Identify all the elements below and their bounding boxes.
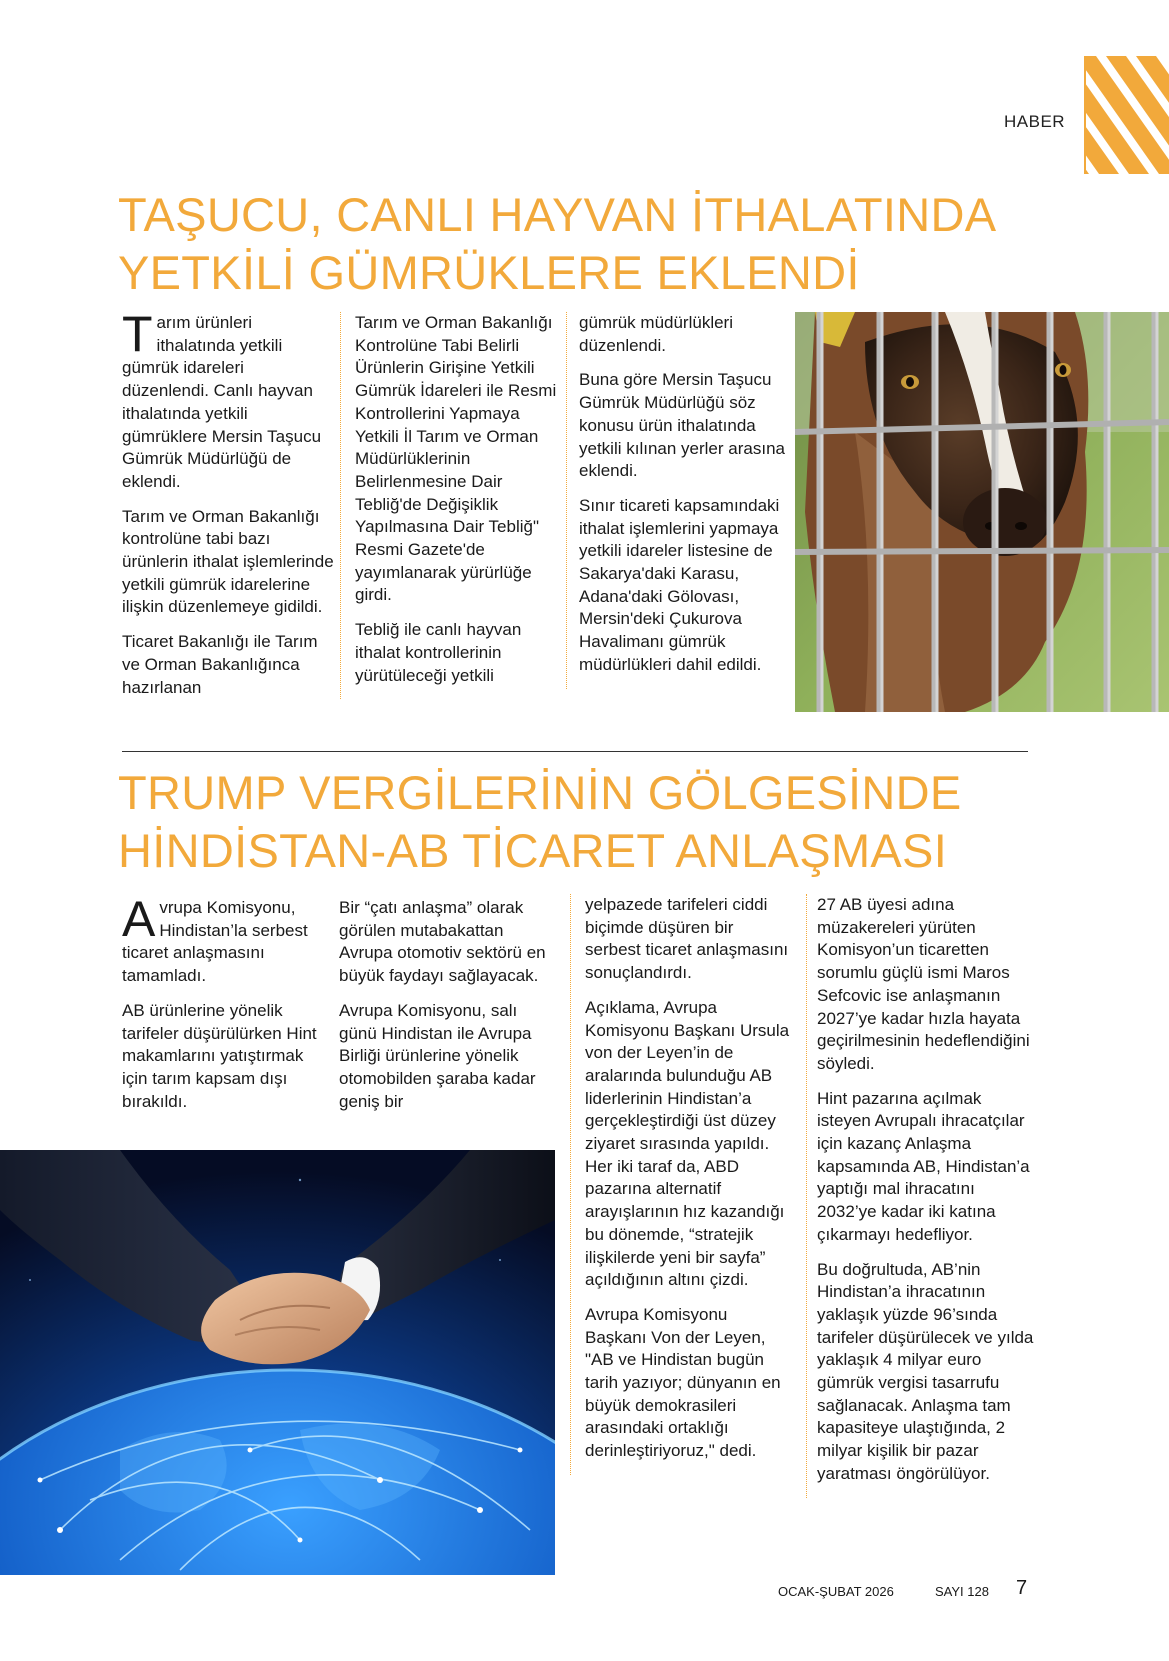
handshake-globe-photo: [0, 1150, 555, 1575]
article-divider: [122, 751, 1028, 752]
page-number: 7: [1016, 1577, 1028, 1599]
article2-paragraph: yelpazede tarifeleri ciddi biçimde düşüren bir serbest ticaret anlaşmasını sonuçlandırdı.: [585, 895, 789, 983]
article1-paragraph: Tarım ve Orman Bakanlığı kontrolüne tabi bazı ürünlerin ithalat işlemlerinde yetkili gümrük idarelerine ilişkin düzenlemeye gidildi.: [122, 506, 334, 617]
article1-paragraph: Buna göre Mersin Taşucu Gümrük Müdürlüğü söz konusu ürün ithalatında yetkili kılınan yerler arasına eklendi.: [579, 370, 785, 481]
article2-paragraph: Bu doğrultuda, AB’nin Hindistan’a ihracatının yaklaşık yüzde 96’sında tarifeler düşürülecek ve yılda yaklaşık 4 milyar euro gümrük vergisi tasarrufu sağlanacak. Anlaşma tam kapasiteye ulaştığında, 2 milyar kişilik bir pazar yaratması öngörülüyor.: [817, 1259, 1034, 1483]
article2-column-1: [122, 891, 327, 1125]
article2-paragraph: 27 AB üyesi adına müzakereleri yürüten Komisyon’un ticaretten sorumlu güçlü ismi Maros Sefcovic ise anlaşmanın 2027’ye kadar hızla hayata geçirilmesinin hedeflendiğini söyledi.: [817, 895, 1030, 1073]
article1-headline-line1: TAŞUCU, CANLI HAYVAN İTHALATINDA: [118, 188, 997, 241]
article2-column-2: [339, 897, 554, 1125]
article1-paragraph: [122, 306, 334, 494]
article1-paragraph: Ticaret Bakanlığı ile Tarım ve Orman Bakanlığınca hazırlanan: [122, 632, 318, 697]
article1-col1-p1-text: arım ürünleri ithalatında yetkili gümrük idareleri düzenlendi. Canlı hayvan ithalatında yetkili gümrüklere Mersin Taşucu Gümrük Müdürlüğü de eklendi.: [122, 313, 322, 491]
footer-issue-date: OCAK-ŞUBAT 2026: [778, 1584, 894, 1599]
article2-paragraph: Avrupa Komisyonu Başkanı Von der Leyen, "AB ve Hindistan bugün tarih yazıyor; dünyanın en büyük demokrasileri arasındaki ortaklığı derinleştiriyoruz," dedi.: [585, 1304, 781, 1461]
article2-col1-p1-text: vrupa Komisyonu, Hindistan’la serbest ticaret anlaşmasını tamamladı.: [122, 898, 308, 986]
article1-column-1: [122, 306, 334, 711]
article1-column-2: [340, 312, 561, 699]
article2-paragraph: Hint pazarına açılmak isteyen Avrupalı ihracatçılar için kazanç Anlaşma kapsamında AB, Hindistan’a yaptığı mal ihracatını 2032’ye kadar iki katına çıkarmayı hedefliyor.: [817, 1088, 1030, 1244]
goat-photo: [795, 312, 1169, 712]
article2-paragraph: Açıklama, Avrupa Komisyonu Başkanı Ursula von der Leyen’in de aralarında bulunduğu AB liderlerinin Hindistan’a gerçekleştirdiği üst düzey ziyaret sırasında yapıldı. Her iki taraf da, ABD pazarına alternatif arayışlarının hız kazandığı bu dönemde, “stratejik ilişkilerde yeni bir sayfa” açıldığının altını çizdi.: [585, 997, 790, 1290]
article2-headline-line2: HİNDİSTAN-AB TİCARET ANLAŞMASI: [118, 824, 948, 877]
article1-paragraph: Sınır ticareti kapsamındaki ithalat işlemlerini yapmaya yetkili idareler listesine de Sakarya'daki Karasu, Adana'daki Gölovası, Mersin'deki Çukurova Havalimanı gümrük müdürlükleri dahil edildi.: [579, 495, 780, 674]
footer-issue-number: SAYI 128: [935, 1584, 989, 1599]
article2-headline-line1: TRUMP VERGİLERİNİN GÖLGESİNDE: [118, 766, 962, 819]
article1-column-3: [566, 312, 787, 689]
section-label: HABER: [1004, 112, 1066, 131]
article2-paragraph: AB ürünlerine yönelik tarifeler düşürülürken Hint makamlarını yatıştırmak için tarım kapsam dışı bırakıldı.: [122, 1000, 317, 1111]
article2-paragraph: Bir “çatı anlaşma” olarak görülen mutabakattan Avrupa otomotiv sektörü en büyük faydayı sağlayacak.: [339, 898, 546, 986]
article2-dropcap: A: [122, 891, 156, 947]
article2-headline: [118, 764, 962, 880]
header-stripe-decoration: [1086, 56, 1169, 174]
article1-paragraph: Tarım ve Orman Bakanlığı Kontrolüne Tabi Belirli Ürünlerin Girişine Yetkili Gümrük İdareleri ile Resmi Kontrollerini Yapmaya Yetkili İl Tarım ve Orman Müdürlüklerinin Belirlenmesine Dair Tebliğ'de Değişiklik Yapılmasına Dair Tebliğ" Resmi Gazete'de yayımlanarak yürürlüğe girdi.: [355, 313, 557, 605]
article1-headline: [118, 186, 996, 302]
article2-paragraph: Avrupa Komisyonu, salı günü Hindistan ile Avrupa Birliği ürünlerine yönelik otomobilden şaraba kadar geniş bir: [339, 1000, 536, 1111]
article1-paragraph: Tebliğ ile canlı hayvan ithalat kontrollerinin yürütüleceği yetkili: [355, 620, 522, 685]
article1-dropcap: T: [122, 306, 153, 362]
article1-headline-line2: YETKİLİ GÜMRÜKLERE EKLENDİ: [118, 246, 860, 299]
article2-paragraph: [122, 891, 327, 988]
article1-paragraph: gümrük müdürlükleri düzenlendi.: [579, 313, 733, 355]
article2-column-3: [570, 894, 791, 1475]
article2-column-4: [806, 894, 1035, 1498]
